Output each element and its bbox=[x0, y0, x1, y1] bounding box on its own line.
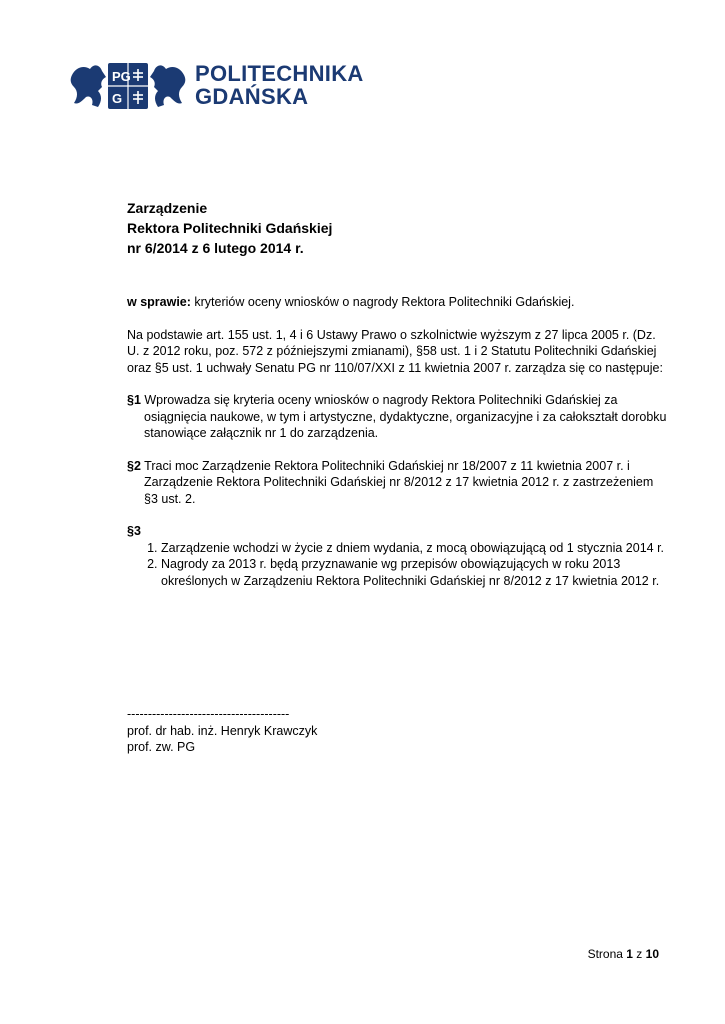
subject bbox=[127, 294, 667, 311]
paragraph-2-text: Traci moc Zarządzenie Rektora Politechniki Gdańskiej nr 18/2007 z 11 kwietnia 2007 r. i Zarządzenie Rektora Politechniki Gdańskiej nr 8/2012 z 17 kwietnia 2012 r. z zastrzeżeniem §3 ust. 2. bbox=[140, 458, 654, 506]
subject-text: kryteriów oceny wniosków o nagrody Rektora Politechniki Gdańskiej. bbox=[190, 295, 575, 309]
signatory-name: prof. dr hab. inż. Henryk Krawczyk bbox=[127, 723, 318, 738]
paragraph-1-label: §1 bbox=[127, 393, 141, 407]
signature-block bbox=[127, 706, 317, 756]
signatory-title: prof. zw. PG bbox=[127, 740, 196, 754]
subject-label: w sprawie: bbox=[127, 295, 191, 309]
title-line-2: Rektora Politechniki Gdańskiej bbox=[127, 220, 333, 236]
page-number bbox=[588, 947, 659, 961]
document-title bbox=[127, 198, 667, 258]
total-pages: 10 bbox=[645, 947, 659, 961]
paragraph-1 bbox=[127, 392, 667, 442]
current-page: 1 bbox=[626, 947, 633, 961]
title-line-3: nr 6/2014 z 6 lutego 2014 r. bbox=[127, 240, 304, 256]
list-item: 2. Nagrody za 2013 r. będą przyznawanie wg przepisów obowiązujących w roku 2013 określonych w Zarządzeniu Rektora Politechniki Gdańskiej nr 8/2012 z 17 kwietnia 2012 r. bbox=[161, 556, 667, 589]
logo-line-1: POLITECHNIKA bbox=[195, 61, 364, 86]
page-separator: z bbox=[632, 947, 646, 961]
paragraph-2 bbox=[127, 458, 667, 508]
paragraph-3 bbox=[127, 523, 667, 589]
svg-text:G: G bbox=[112, 91, 123, 106]
legal-basis: Na podstawie art. 155 ust. 1, 4 i 6 Ustawy Prawo o szkolnictwie wyższym z 27 lipca 2005 r. (Dz. U. z 2012 roku, poz. 572 z późniejszymi zmianami), §58 ust. 1 i 2 Statutu Politechniki Gdańskiej oraz §5 ust. 1 uchwały Senatu PG nr 110/07/XXI z 11 kwietnia 2007 r. zarządza się co następuje: bbox=[127, 327, 663, 375]
document-body bbox=[127, 198, 667, 589]
paragraph-3-list bbox=[127, 540, 667, 590]
title-line-1: Zarządzenie bbox=[127, 200, 208, 216]
monogram-p: PG bbox=[112, 69, 131, 84]
paragraph-2-label: §2 bbox=[127, 458, 141, 473]
page-prefix: Strona bbox=[587, 947, 627, 961]
paragraph-1-text: Wprowadza się kryteria oceny wniosków o nagrody Rektora Politechniki Gdańskiej za osiągnięcia naukowe, w tym i artystyczne, dydaktyczne, organizacyjne i za całokształt dorobku stanowiące załącznik nr 1 do zarządzenia. bbox=[140, 393, 667, 440]
logo-line-2: GDAŃSKA bbox=[195, 84, 309, 109]
signature-line: --------------------------------------- bbox=[127, 707, 290, 721]
university-logo bbox=[68, 57, 368, 117]
paragraph-3-label: §3 bbox=[127, 524, 141, 538]
crest-icon bbox=[68, 57, 188, 117]
list-item: 1. Zarządzenie wchodzi w życie z dniem wydania, z mocą obowiązującą od 1 stycznia 2014 r. bbox=[161, 540, 667, 557]
